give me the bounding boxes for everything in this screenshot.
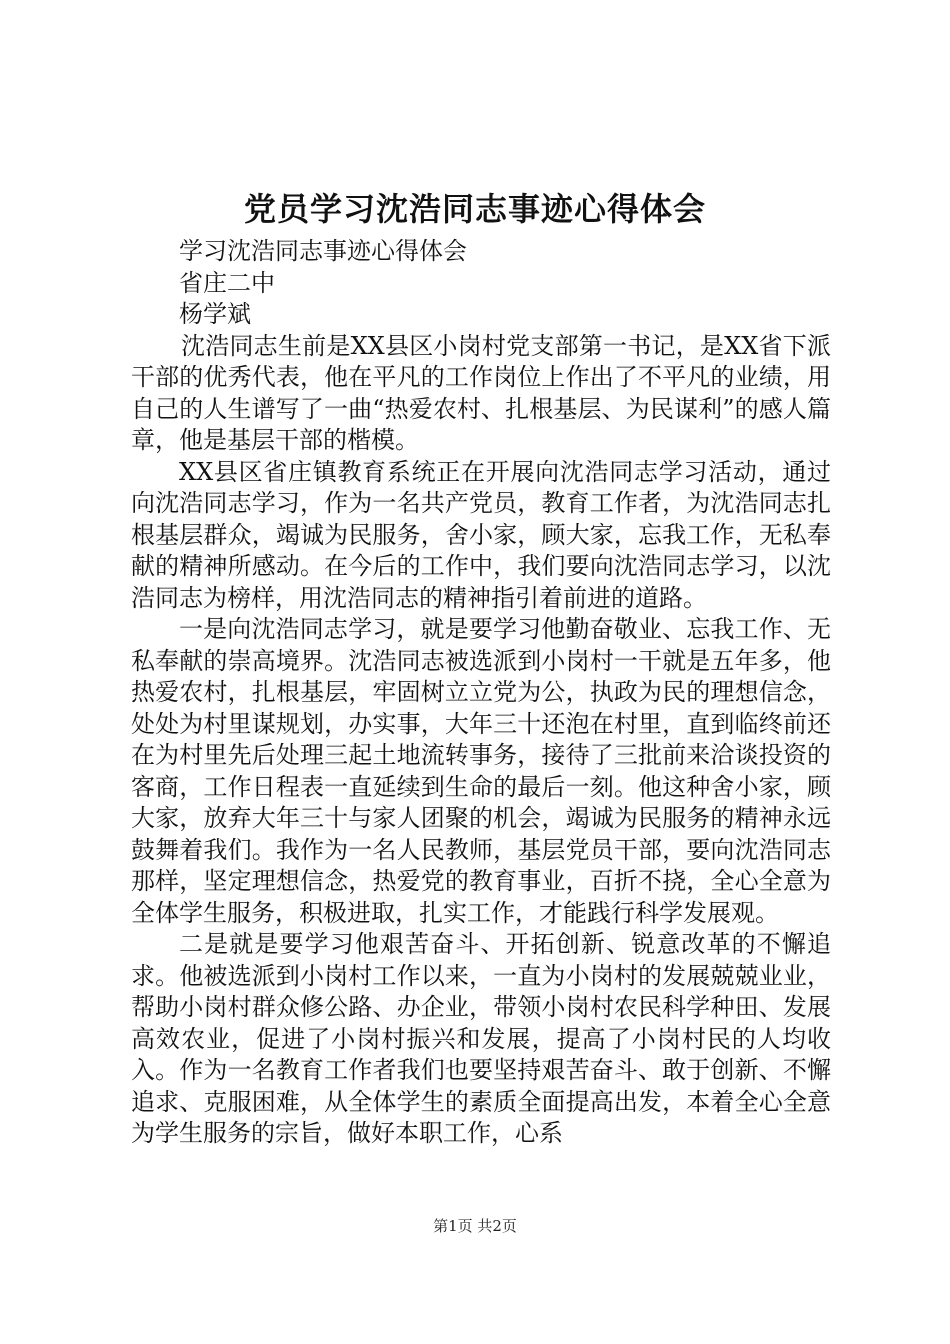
- document-title: 党员学习沈浩同志事迹心得体会: [243, 190, 706, 228]
- paragraph-1: 沈浩同志生前是XX县区小岗村党支部第一书记，是XX省下派干部的优秀代表，他在平凡的工作岗位上作出了不平凡的业绩，用自己的人生谱写了一曲“热爱农村、扎根基层、为民谋利”的感人篇章，他是基层干部的楷模。: [131, 331, 831, 454]
- school-name: 省庄二中: [179, 268, 275, 297]
- subtitle: 学习沈浩同志事迹心得体会: [179, 237, 467, 265]
- paragraph-3: 一是向沈浩同志学习，就是要学习他勤奋敬业、忘我工作、无私奉献的崇高境界。沈浩同志被选派到小岗村一干就是五年多，他热爱农村，扎根基层，牢固树立立党为公，执政为民的理想信念，处处为村里谋规划，办实事，大年三十还泡在村里，直到临终前还在为村里先后处理三起土地流转事务，接待了三批前来洽谈投资的客商，工作日程表一直延续到生命的最后一刻。他这种舍小家，顾大家，放弃大年三十与家人团聚的机会，竭诚为民服务的精神永远鼓舞着我们。我作为一名人民教师，基层党员干部，要向沈浩同志那样，坚定理想信念，热爱党的教育事业，百折不挠，全心全意为全体学生服务，积极进取，扎实工作，才能践行科学发展观。: [131, 615, 831, 927]
- page-footer: 第1页 共2页: [433, 1217, 517, 1235]
- author-name: 杨学斌: [179, 300, 251, 328]
- paragraph-4: 二是就是要学习他艰苦奋斗、开拓创新、锐意改革的不懈追求。他被选派到小岗村工作以来，一直为小岗村的发展兢兢业业，帮助小岗村群众修公路、办企业，带领小岗村农民科学种田、发展高效农业，促进了小岗村振兴和发展，提高了小岗村民的人均收入。作为一名教育工作者我们也要坚持艰苦奋斗、敢于创新、不懈追求、克服困难，从全体学生的素质全面提高出发，本着全心全意为学生服务的宗旨，做好本职工作，心系: [131, 930, 831, 1147]
- paragraph-2: XX县区省庄镇教育系统正在开展向沈浩同志学习活动，通过向沈浩同志学习，作为一名共产党员，教育工作者，为沈浩同志扎根基层群众，竭诚为民服务，舍小家，顾大家，忘我工作，无私奉献的精神所感动。在今后的工作中，我们要向沈浩同志学习，以沈浩同志为榜样，用沈浩同志的精神指引着前进的道路。: [131, 457, 831, 612]
- document-body: [131, 236, 831, 1150]
